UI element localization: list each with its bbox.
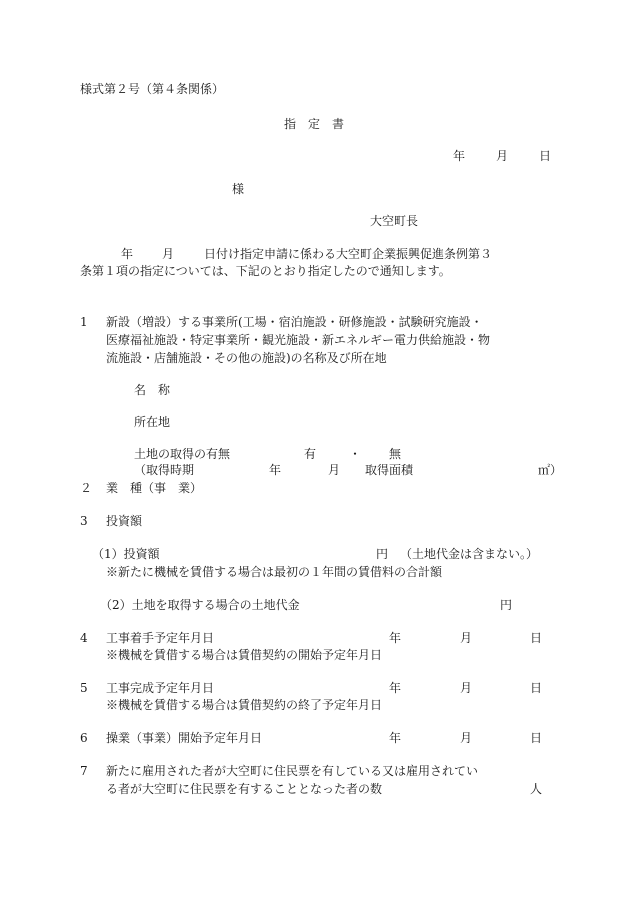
acquisition-year: 年 [269,463,282,477]
item-5-number: 5 [80,681,88,695]
construction-end-label: 工事完成予定年月日 [106,681,215,695]
resident-count-unit: 人 [530,782,543,796]
acquisition-area-unit: ㎡） [538,463,563,477]
addressee-suffix: 様 [232,182,245,196]
item-2-number: ２ [80,481,93,495]
construction-start-year: 年 [389,631,402,645]
construction-end-month: 月 [460,681,473,695]
name-label: 名 称 [134,383,171,397]
item-3-number: 3 [80,514,88,528]
land-price-label: （2）土地を取得する場合の土地代金 [100,598,300,612]
investment-amount-unit: 円 [376,547,389,561]
construction-start-day: 日 [530,631,543,645]
construction-start-note: ※機械を賃借する場合は賃借契約の開始予定年月日 [106,648,383,662]
land-no-option: 無 [389,447,402,461]
issuer: 大空町長 [370,214,419,228]
operation-start-year: 年 [389,731,402,745]
operation-start-label: 操業（事業）開始予定年月日 [106,731,263,745]
operation-start-month: 月 [460,731,473,745]
item-1-line2: 医療福祉施設・特定事業所・観光施設・新エネルギー電力供給施設・物 [106,333,491,347]
construction-end-day: 日 [530,681,543,695]
date-day: 日 [539,149,552,163]
intro-year: 年 [121,247,134,261]
acquisition-period-label: （取得時期 [134,463,195,477]
item-7-line2: る者が大空町に住民票を有することとなった者の数 [106,782,383,796]
construction-start-label: 工事着手予定年月日 [106,631,215,645]
acquisition-month: 月 [328,463,341,477]
investment-label: 投資額 [106,514,143,528]
item-1-number: 1 [80,315,88,329]
land-acquisition-label: 土地の取得の有無 [134,447,231,461]
investment-amount-note: （土地代金は含まない。） [400,547,539,561]
intro-month: 月 [162,247,175,261]
document-title: 指 定 書 [284,117,345,131]
date-month: 月 [496,149,509,163]
form-number: 様式第２号（第４条関係） [80,82,225,96]
item-1-line1: 新設（増設）する事業所(工場・宿泊施設・研修施設・試験研究施設・ [106,315,483,329]
operation-start-day: 日 [530,731,543,745]
intro-line1-text: 日付け指定申請に係わる大空町企業振興促進条例第３ [204,247,493,261]
item-1-line3: 流施設・店舗施設・その他の施設)の名称及び所在地 [106,351,387,365]
investment-footnote: ※新たに機械を賃借する場合は最初の１年間の賃借料の合計額 [106,565,443,579]
construction-start-month: 月 [460,631,473,645]
investment-amount-label: （1）投資額 [92,547,160,561]
construction-end-note: ※機械を賃借する場合は賃借契約の終了予定年月日 [106,698,383,712]
land-yes-option: 有 [304,447,317,461]
item-7-number: 7 [80,764,88,778]
item-7-line1: 新たに雇用された者が大空町に住民票を有している又は雇用されてい [106,764,479,778]
industry-label: 業 種（事 業） [106,481,203,495]
date-year: 年 [453,149,466,163]
land-price-unit: 円 [500,598,513,612]
address-label: 所在地 [134,415,171,429]
item-4-number: 4 [80,631,88,645]
land-separator: ・ [349,447,362,461]
construction-end-year: 年 [389,681,402,695]
intro-line2: 条第１項の指定については、下記のとおり指定したので通知します。 [80,264,451,278]
item-6-number: 6 [80,731,88,745]
acquisition-area-label: 取得面積 [365,463,414,477]
